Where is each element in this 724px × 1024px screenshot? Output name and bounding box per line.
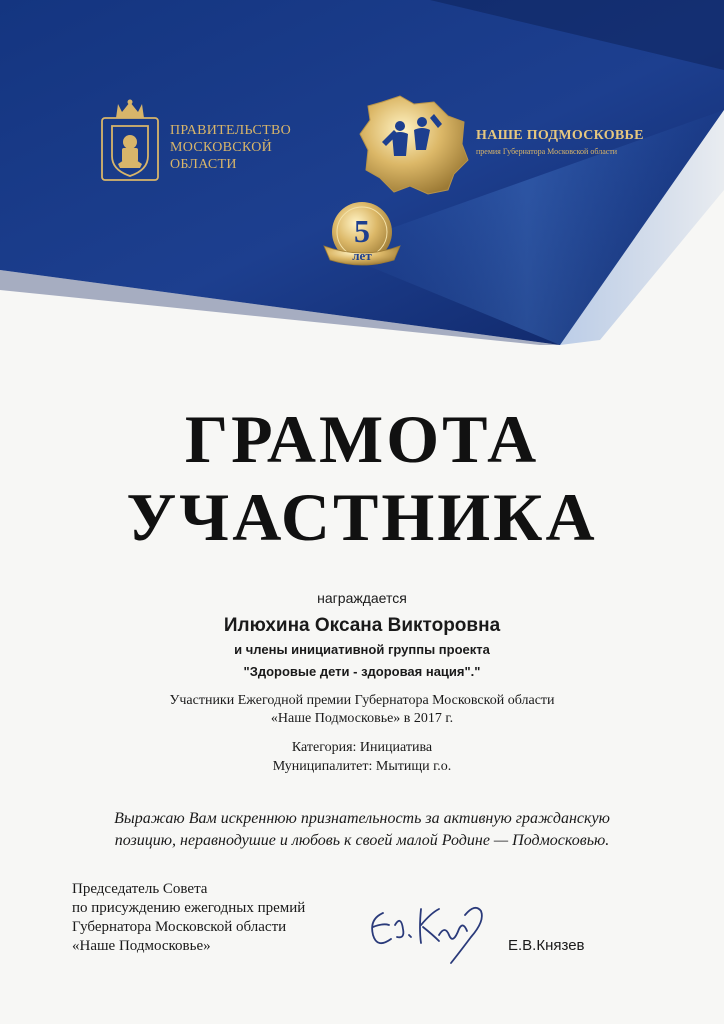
anniversary-word: лет bbox=[352, 248, 372, 263]
moscow-region-logo bbox=[352, 92, 470, 200]
government-line: ОБЛАСТИ bbox=[170, 157, 237, 172]
anniversary-medal bbox=[318, 198, 406, 276]
participants-line1: Участники Ежегодной премии Губернатора Московской области bbox=[169, 693, 555, 708]
signer-line: «Наше Подмосковье» bbox=[72, 938, 211, 954]
prize-subtitle: премия Губернатора Московской области bbox=[476, 147, 618, 156]
gratitude-line: Выражаю Вам искреннюю признательность за активную гражданскую bbox=[114, 810, 610, 827]
recipient-name: Илюхина Оксана Викторовна bbox=[223, 615, 501, 636]
certificate-title-line1: ГРАМОТА bbox=[184, 401, 540, 477]
government-name bbox=[170, 122, 291, 173]
project-name: "Здоровые дети - здоровая нация"." bbox=[243, 664, 481, 679]
municipality: Муниципалитет: Мытищи г.о. bbox=[272, 759, 452, 774]
certificate-title-line2: УЧАСТНИКА bbox=[126, 479, 598, 555]
group-line: и члены инициативной группы проекта bbox=[234, 642, 490, 657]
gratitude-text bbox=[40, 808, 684, 852]
participants-line2: «Наше Подмосковье» в 2017 г. bbox=[270, 711, 454, 726]
government-line: МОСКОВСКОЙ bbox=[170, 140, 273, 155]
prize-title: НАШЕ ПОДМОСКОВЬЕ bbox=[476, 128, 644, 143]
signer-line: по присуждению ежегодных премий bbox=[72, 900, 306, 916]
anniversary-number: 5 bbox=[354, 213, 370, 249]
handwritten-signature bbox=[365, 895, 495, 965]
category: Категория: Инициатива bbox=[291, 740, 433, 755]
gratitude-line: позицию, неравнодушие и любовь к своей малой Родине — Подмосковью. bbox=[114, 832, 610, 849]
signer-line: Губернатора Московской области bbox=[72, 919, 287, 935]
signer-line: Председатель Совета bbox=[72, 881, 208, 897]
signer-position bbox=[72, 880, 305, 956]
awarded-label: награждается bbox=[317, 590, 407, 606]
signer-name: Е.В.Князев bbox=[508, 937, 585, 954]
coat-of-arms-emblem bbox=[98, 98, 162, 186]
government-line: ПРАВИТЕЛЬСТВО bbox=[170, 123, 292, 138]
